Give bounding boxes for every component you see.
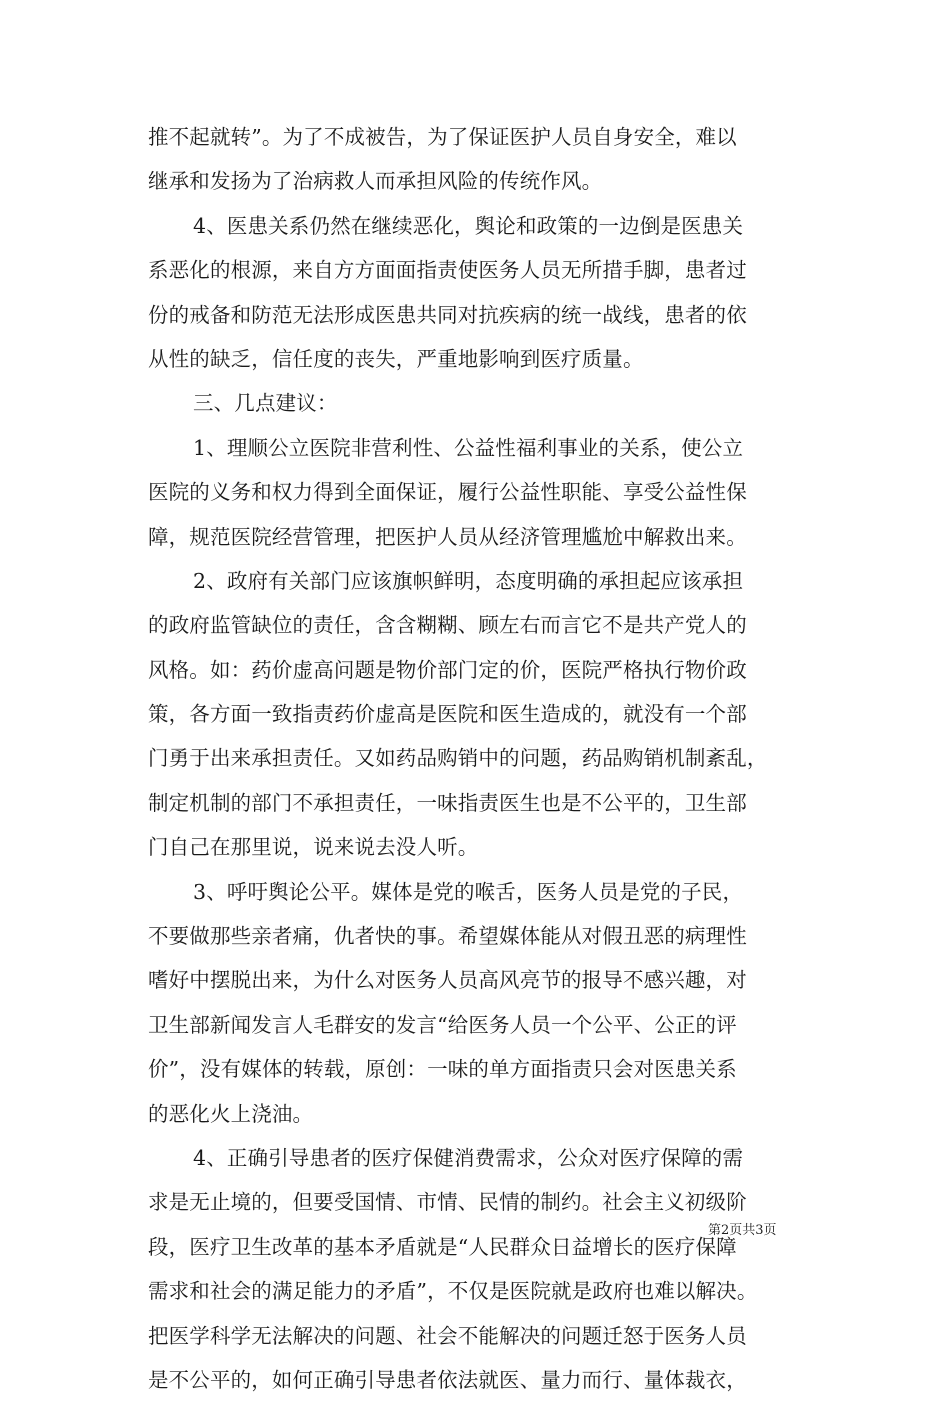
text-line: 门自己在那里说，说来说去没人听。 <box>148 835 479 860</box>
text-line: 求是无止境的，但要受国情、市情、民情的制约。社会主义初级阶 <box>148 1190 747 1215</box>
text-line: 不要做那些亲者痛，仇者快的事。希望媒体能从对假丑恶的病理性 <box>148 924 747 949</box>
text-line: 卫生部新闻发言人毛群安的发言“给医务人员一个公平、公正的评 <box>148 1012 737 1037</box>
text-line: 系恶化的根源，来自方方面面指责使医务人员无所措手脚，患者过 <box>148 258 747 283</box>
text-line: 医院的义务和权力得到全面保证，履行公益性职能、享受公益性保 <box>148 480 747 505</box>
text-line: 的恶化火上浇油。 <box>148 1101 314 1126</box>
body-text <box>148 115 828 1402</box>
text-line: 推不起就转”。为了不成被告，为了保证医护人员自身安全，难以 <box>148 125 737 149</box>
text-line: 把医学科学无法解决的问题、社会不能解决的问题迁怒于医务人员 <box>148 1323 747 1348</box>
text-line: 4、医患关系仍然在继续恶化，舆论和政策的一边倒是医患关 <box>193 213 744 238</box>
text-line: 策，各方面一致指责药价虚高是医院和医生造成的，就没有一个部 <box>148 702 747 727</box>
text-line: 份的戒备和防范无法形成医患共同对抗疾病的统一战线，患者的依 <box>148 302 747 327</box>
text-line: 1、理顺公立医院非营利性、公益性福利事业的关系，使公立 <box>193 435 744 460</box>
text-line: 3、呼吁舆论公平。媒体是党的喉舌，医务人员是党的子民， <box>193 879 744 904</box>
text-line: 的政府监管缺位的责任，含含糊糊、顾左右而言它不是共产党人的 <box>148 613 747 638</box>
text-line: 2、政府有关部门应该旗帜鲜明，态度明确的承担起应该承担 <box>193 568 744 593</box>
text-line: 嗜好中摆脱出来，为什么对医务人员高风亮节的报导不感兴趣，对 <box>148 968 747 993</box>
text-line: 门勇于出来承担责任。又如药品购销中的问题，药品购销机制紊乱， <box>148 746 768 771</box>
text-line: 继承和发扬为了治病救人而承担风险的传统作风。 <box>148 169 603 194</box>
text-line: 三、几点建议： <box>193 391 338 416</box>
text-line: 4、正确引导患者的医疗保健消费需求，公众对医疗保障的需 <box>193 1145 744 1170</box>
page-number: 第2页共3页 <box>708 1223 777 1238</box>
text-line: 从性的缺乏，信任度的丧失，严重地影响到医疗质量。 <box>148 346 644 371</box>
text-line: 风格。如：药价虚高问题是物价部门定的价，医院严格执行物价政 <box>148 657 747 682</box>
text-line: 制定机制的部门不承担责任，一味指责医生也是不公平的，卫生部 <box>148 790 747 815</box>
text-line: 需求和社会的满足能力的矛盾”，不仅是医院就是政府也难以解决。 <box>148 1279 758 1304</box>
text-line: 障，规范医院经营管理，把医护人员从经济管理尴尬中解救出来。 <box>148 524 747 549</box>
text-line: 段，医疗卫生改革的基本矛盾就是“人民群众日益增长的医疗保障 <box>148 1234 737 1259</box>
text-line: 是不公平的，如何正确引导患者依法就医、量力而行、量体裁衣， <box>148 1367 747 1392</box>
text-line: 价”，没有媒体的转载，原创：一味的单方面指责只会对医患关系 <box>148 1057 737 1082</box>
